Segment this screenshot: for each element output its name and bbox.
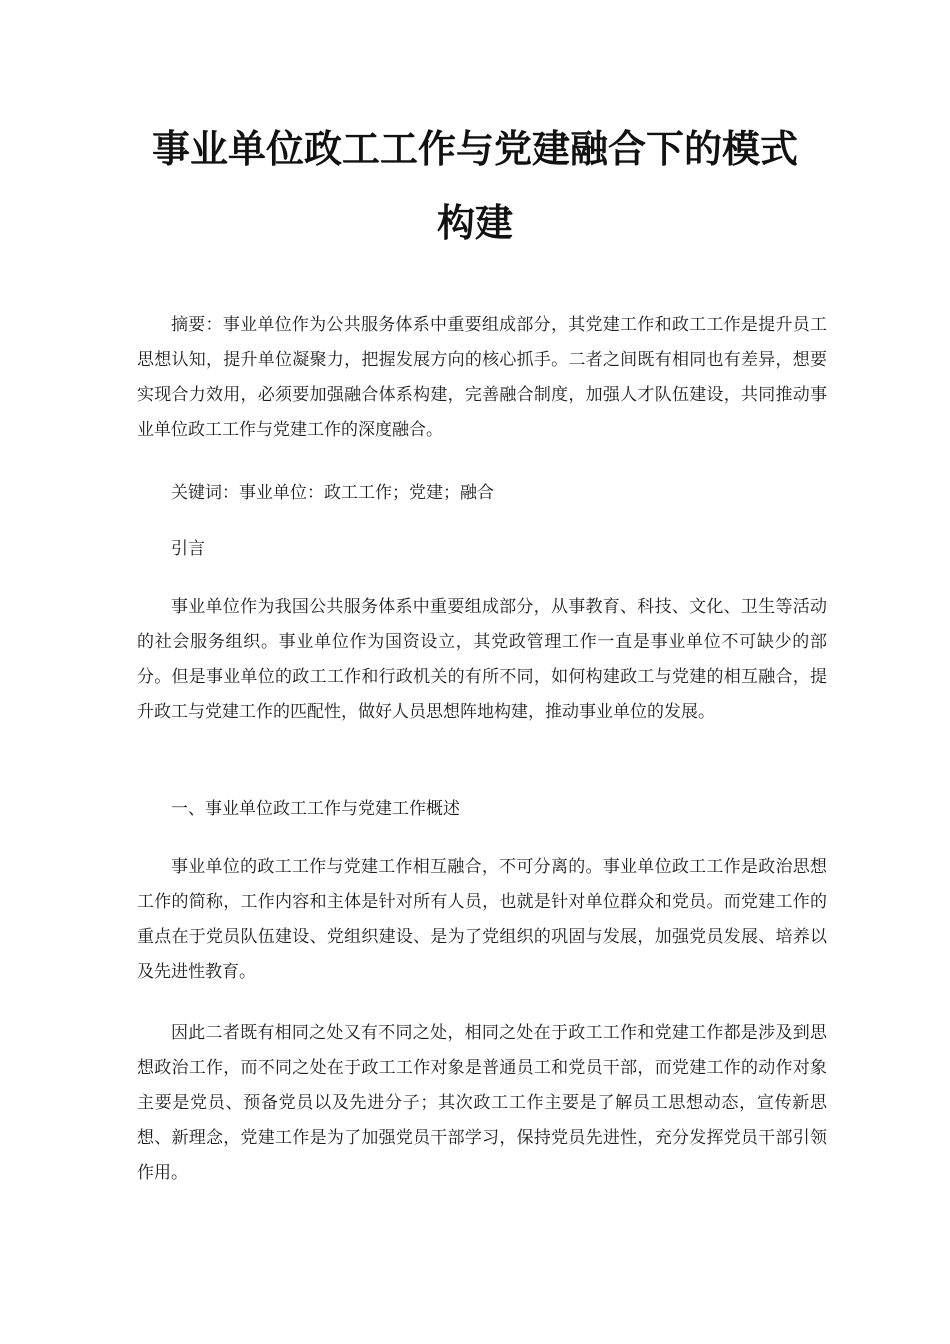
- document-title-line-2: 构建: [436, 201, 513, 245]
- section-1-paragraph-1: 事业单位的政工工作与党建工作相互融合，不可分离的。事业单位政工工作是政治思想工作的简称，工作内容和主体是针对所有人员，也就是针对单位群众和党员。而党建工作的重点在于党员队伍建设、党组织建设、是为了党组织的巩固与发展，加强党员发展、培养以及先进性教育。: [137, 857, 827, 982]
- intro-paragraph: 事业单位作为我国公共服务体系中重要组成部分，从事教育、科技、文化、卫生等活动的社会服务组织。事业单位作为国资设立，其党政管理工作一直是事业单位不可缺少的部分。但是事业单位的政工工作和行政机关的有所不同，如何构建政工与党建的相互融合，提升政工与党建工作的匹配性，做好人员思想阵地构建，推动事业单位的发展。: [137, 597, 827, 722]
- section-1-paragraph-2: 因此二者既有相同之处又有不同之处，相同之处在于政工工作和党建工作都是涉及到思想政治工作，而不同之处在于政工工作对象是普通员工和党员干部，而党建工作的动作对象主要是党员、预备党员以及先进分子；其次政工工作主要是了解员工思想动态，宣传新思想、新理念，党建工作是为了加强党员干部学习，保持党员先进性，充分发挥党员干部引领作用。: [137, 1023, 827, 1183]
- abstract-paragraph: 摘要：事业单位作为公共服务体系中重要组成部分，其党建工作和政工工作是提升员工思想认知，提升单位凝聚力，把握发展方向的核心抓手。二者之间既有相同也有差异，想要实现合力效用，必须要加强融合体系构建，完善融合制度，加强人才队伍建设，共同推动事业单位政工工作与党建工作的深度融合。: [137, 315, 827, 440]
- keywords-line: 关键词：事业单位：政工工作；党建；融合: [171, 483, 494, 503]
- section-1-heading: 一、事业单位政工工作与党建工作概述: [171, 799, 460, 819]
- intro-heading: 引言: [171, 539, 205, 559]
- document-title-line-1: 事业单位政工工作与党建融合下的模式: [151, 127, 798, 171]
